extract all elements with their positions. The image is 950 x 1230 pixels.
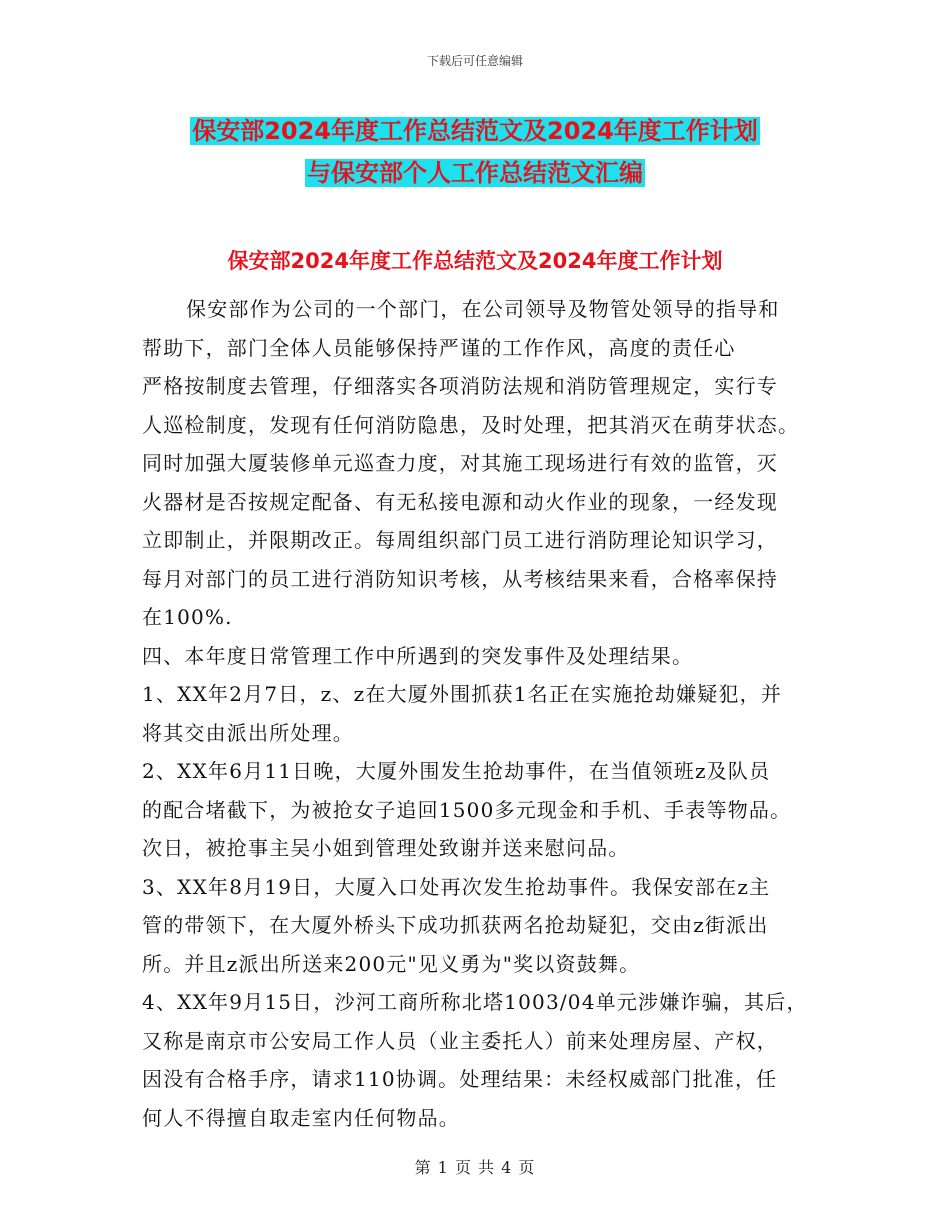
body-line: 的配合堵截下，为被抢女子追回1500多元现金和手机、手表等物品。 bbox=[142, 797, 792, 822]
body-line: 2、XX年6月11日晚，大厦外围发生抢劫事件，在当值领班z及队员 bbox=[142, 759, 771, 783]
body-line: 立即制止，并限期改正。每周组织部门员工进行消防理论知识学习， bbox=[142, 528, 778, 552]
document-title-line-2 bbox=[0, 155, 950, 191]
body-line: 1、XX年2月7日，z、z在大厦外围抓获1名正在实施抢劫嫌疑犯，并 bbox=[142, 682, 783, 706]
body-line: 保安部作为公司的一个部门，在公司领导及物管处领导的指导和 bbox=[186, 297, 780, 321]
body-line: 四、本年度日常管理工作中所遇到的突发事件及处理结果。 bbox=[142, 643, 694, 668]
document-title-line-2-text: 与保安部个人工作总结范文汇编 bbox=[307, 159, 643, 187]
body-line: 人巡检制度，发现有任何消防隐患，及时处理，把其消灭在萌芽状态。 bbox=[142, 412, 800, 437]
header-note: 下载后可任意编辑 bbox=[426, 54, 523, 68]
body-line: 每月对部门的员工进行消防知识考核，从考核结果来看，合格率保持 bbox=[142, 566, 778, 591]
body-line: 因没有合格手序，请求110协调。处理结果：未经权威部门批准，任 bbox=[142, 1067, 778, 1091]
body-line: 4、XX年9月15日，沙河工商所称北塔1003/04单元涉嫌诈骗，其后， bbox=[142, 990, 808, 1014]
document-title-line-1-text: 保安部2024年度工作总结范文及2024年度工作计划 bbox=[192, 117, 758, 145]
body-line: 所。并且z派出所送来200元"见义勇为"奖以资鼓舞。 bbox=[142, 951, 641, 976]
body-text bbox=[142, 290, 822, 1137]
body-line: 同时加强大厦装修单元巡查力度，对其施工现场进行有效的监管，灭 bbox=[142, 451, 778, 475]
document-title-line-1 bbox=[0, 113, 950, 149]
body-line: 管的带领下，在大厦外桥头下成功抓获两名抢劫疑犯，交由z街派出 bbox=[142, 913, 769, 937]
body-line: 又称是南京市公安局工作人员（业主委托人）前来处理房屋、产权， bbox=[142, 1028, 778, 1053]
body-line: 火器材是否按规定配备、有无私接电源和动火作业的现象，一经发现 bbox=[142, 489, 778, 514]
body-line: 严格按制度去管理，仔细落实各项消防法规和消防管理规定，实行专 bbox=[142, 374, 778, 398]
page-number: 第 1 页 共 4 页 bbox=[414, 1158, 536, 1177]
body-line: 帮助下，部门全体人员能够保持严谨的工作作风，高度的责任心 bbox=[142, 335, 736, 360]
body-line: 在100%. bbox=[142, 605, 233, 629]
body-line: 何人不得擅自取走室内任何物品。 bbox=[142, 1105, 460, 1130]
body-line: 将其交由派出所处理。 bbox=[142, 720, 354, 745]
body-line: 3、XX年8月19日，大厦入口处再次发生抢劫事件。我保安部在z主 bbox=[142, 874, 771, 899]
body-line: 次日，被抢事主吴小姐到管理处致谢并送来慰问品。 bbox=[142, 836, 630, 860]
section-title: 保安部2024年度工作总结范文及2024年度工作计划 bbox=[227, 249, 723, 273]
